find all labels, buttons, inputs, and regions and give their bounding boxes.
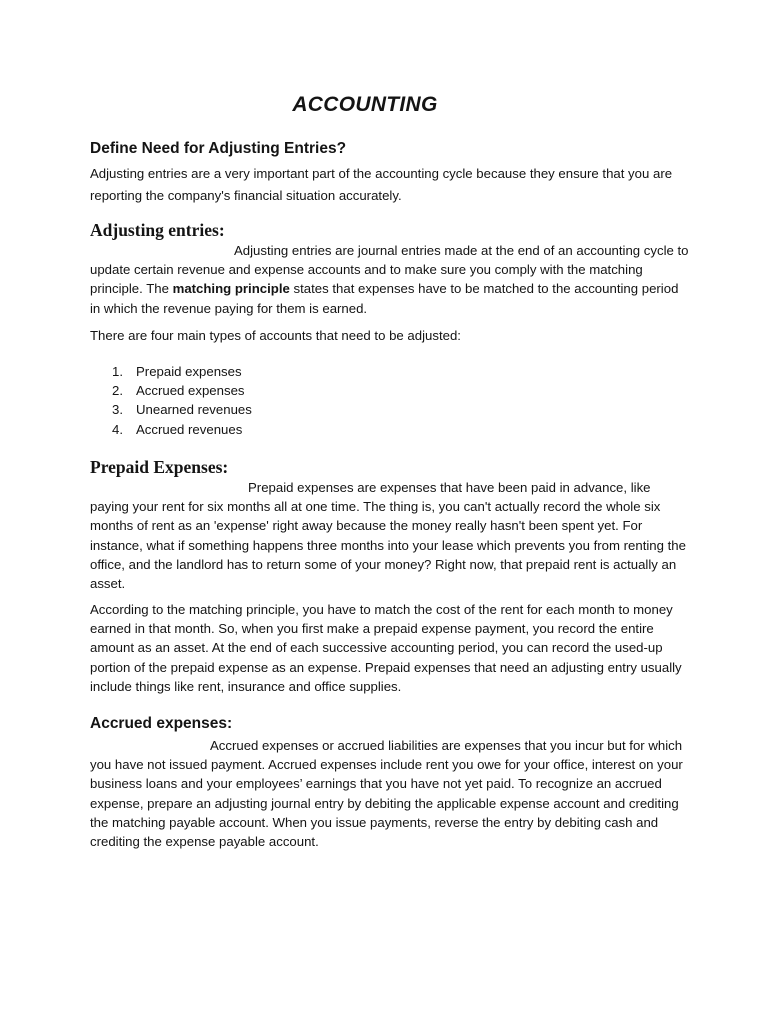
- list-item-number: 1.: [112, 364, 123, 379]
- section-heading-prepaid-expenses: Prepaid Expenses:: [90, 457, 229, 477]
- list-item-number: 2.: [112, 383, 123, 399]
- list-item: [90, 420, 252, 439]
- list-item-label: Prepaid expenses: [136, 364, 242, 379]
- section-heading-define-need: Define Need for Adjusting Entries?: [90, 140, 347, 157]
- list-item-number: 4.: [112, 421, 123, 437]
- list-item-label: Accrued expenses: [136, 383, 245, 399]
- body-text: Adjusting entries are journal entries made at the end of an accounting cycle to update certain revenue and expense accounts and to make sure you comply with the matching principle. The: [90, 243, 689, 297]
- section-heading-adjusting-entries: Adjusting entries:: [90, 220, 225, 240]
- body-text: states that expenses have to be matched to the accounting period in which the revenue paying for them is earned.: [90, 281, 679, 316]
- matching-principle-term: matching principle: [172, 281, 290, 297]
- list-item: [90, 400, 252, 419]
- section-body-accrued-expenses: Accrued expenses or accrued liabilities are expenses that you incur but for which you have not issued payment. Accrued expenses include rent you owe for your office, interest on your business loans and your employees’ earnings that you have not yet paid. To recognize an accrued expense, prepare an adjusting journal entry by debiting the applicable expense account and crediting the matching payable account. When you issue payments, reverse the entry by debiting cash and crediting the expense payable account.: [90, 738, 683, 850]
- account-types-list: [90, 362, 252, 439]
- list-item-label: Accrued revenues: [136, 421, 243, 437]
- section-body-matching-principle: According to the matching principle, you have to match the cost of the rent for each month to money earned in that month. So, when you first make a prepaid expense payment, you record the entire amount as an asset. At the end of each successive accounting period, you can record the used-up portion of the prepaid expense as an expense. Prepaid expenses that need an adjusting entry usually include things like rent, insurance and office supplies.: [90, 602, 682, 694]
- document-title: ACCOUNTING: [292, 93, 438, 116]
- section-body-adjusting-entries: [90, 241, 690, 318]
- section-heading-accrued-expenses: Accrued expenses:: [90, 715, 233, 732]
- section-body-prepaid-expenses: Prepaid expenses are expenses that have been paid in advance, like paying your rent for six months all at one time. The thing is, you can't actually record the whole six months of rent as an 'expense' right away because the money really hasn't been spent yet. For instance, what if something happens three months into your lease which prevents you from renting the office, and the landlord has to return some of your money? Right now, that prepaid rent is actually an asset.: [90, 480, 686, 592]
- list-item: [90, 381, 252, 400]
- list-item-number: 3.: [112, 402, 123, 418]
- list-item: [90, 362, 252, 381]
- section-body-define-need: Adjusting entries are a very important part of the accounting cycle because they ensure that you are reporting the company's financial situation accurately.: [90, 166, 673, 203]
- list-item-label: Unearned revenues: [136, 402, 252, 418]
- account-types-intro: There are four main types of accounts that need to be adjusted:: [90, 328, 461, 343]
